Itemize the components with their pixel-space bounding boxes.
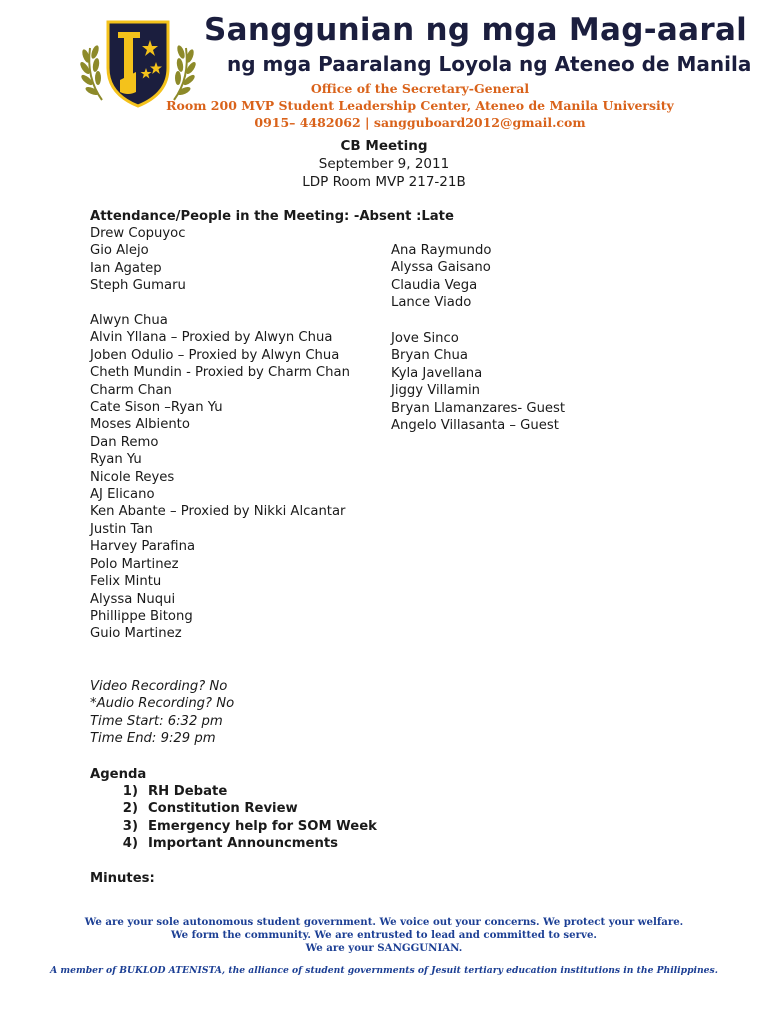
late-attendee: Angelo Villasanta – Guest bbox=[391, 418, 559, 434]
absent-attendee: Ana Raymundo bbox=[391, 243, 492, 258]
attendee: Charm Chan bbox=[90, 382, 172, 398]
agenda-item-text: Emergency help for SOM Week bbox=[148, 818, 377, 834]
attendance-left-group2 bbox=[90, 312, 350, 643]
attendee: Ian Agatep bbox=[90, 260, 162, 276]
attendee: Cheth Mundin - Proxied by Charm Chan bbox=[90, 365, 350, 381]
attendee: Felix Mintu bbox=[90, 574, 162, 590]
attendance-right-group2 bbox=[391, 330, 565, 434]
agenda-list bbox=[112, 783, 377, 853]
office-title: Office of the Secretary-General bbox=[310, 81, 530, 96]
attendee: Moses Albiento bbox=[90, 417, 190, 433]
agenda-item bbox=[112, 818, 377, 835]
attendee: Joben Odulio – Proxied by Alwyn Chua bbox=[90, 347, 340, 363]
attendee: Guio Martinez bbox=[90, 626, 182, 642]
meeting-venue: LDP Room MVP 217-21B bbox=[302, 174, 466, 190]
attendee: Polo Martinez bbox=[90, 556, 179, 572]
org-name-line2: ng mga Paaralang Loyola ng Ateneo de Manila bbox=[227, 52, 752, 76]
footer-motto-line3: We are your SANGGUNIAN. bbox=[305, 942, 463, 954]
agenda-item bbox=[112, 835, 377, 852]
late-attendee: Bryan Chua bbox=[391, 348, 468, 364]
agenda-item-number: 1) bbox=[122, 784, 138, 799]
office-contact: 0915– 4482062 | sangguboard2012@gmail.com bbox=[254, 115, 586, 130]
time-start: Time Start: 6:32 pm bbox=[90, 713, 223, 729]
footer-motto-line1: We are your sole autonomous student government. We voice out your concerns. We protect your welfare. bbox=[84, 916, 684, 928]
attendee: Steph Gumaru bbox=[90, 278, 186, 294]
agenda-item-number: 3) bbox=[122, 818, 138, 834]
meeting-date: September 9, 2011 bbox=[318, 156, 450, 172]
audio-recording: *Audio Recording? No bbox=[90, 696, 235, 712]
absent-attendee: Alyssa Gaisano bbox=[391, 260, 491, 276]
agenda-item bbox=[112, 783, 377, 800]
attendee: Ken Abante – Proxied by Nikki Alcantar bbox=[90, 504, 346, 520]
attendee: Alvin Yllana – Proxied by Alwyn Chua bbox=[90, 330, 333, 346]
agenda-item bbox=[112, 800, 377, 817]
footer-membership: A member of BUKLOD ATENISTA, the alliance of student governments of Jesuit tertiary education institutions in the Philippines. bbox=[50, 965, 718, 976]
attendee: Nicole Reyes bbox=[90, 469, 175, 485]
laurel-left-icon bbox=[80, 44, 102, 100]
footer-motto-line2: We form the community. We are entrusted to lead and committed to serve. bbox=[171, 929, 597, 941]
video-recording: Video Recording? No bbox=[90, 679, 228, 694]
agenda-item-text: RH Debate bbox=[148, 784, 228, 799]
agenda-item-number: 2) bbox=[122, 801, 138, 817]
attendance-left-group1 bbox=[90, 225, 186, 295]
agenda-item-text: Important Announcments bbox=[148, 836, 339, 852]
agenda-item-text: Constitution Review bbox=[148, 801, 298, 817]
late-attendee: Kyla Javellana bbox=[391, 365, 483, 381]
attendee: Drew Copuyoc bbox=[90, 226, 186, 241]
meeting-title: CB Meeting bbox=[340, 138, 428, 154]
attendee: Cate Sison –Ryan Yu bbox=[90, 400, 223, 416]
attendee: AJ Elicano bbox=[90, 487, 155, 503]
attendee: Gio Alejo bbox=[90, 243, 149, 259]
late-attendee: Jove Sinco bbox=[391, 331, 459, 346]
attendee: Harvey Parafina bbox=[90, 539, 196, 555]
attendee: Alwyn Chua bbox=[90, 313, 168, 328]
attendee: Dan Remo bbox=[90, 434, 159, 450]
minutes-heading: Minutes: bbox=[90, 871, 155, 886]
agenda-item-number: 4) bbox=[122, 836, 138, 852]
attendee: Justin Tan bbox=[90, 521, 153, 537]
absent-attendee: Claudia Vega bbox=[391, 277, 478, 293]
attendance-right-group1 bbox=[391, 242, 491, 312]
attendee: Phillippe Bitong bbox=[90, 608, 193, 624]
attendance-heading: Attendance/People in the Meeting: -Absent :Late bbox=[90, 209, 454, 224]
attendee: Ryan Yu bbox=[90, 452, 142, 468]
recording-info bbox=[90, 678, 234, 748]
office-address: Room 200 MVP Student Leadership Center, Ateneo de Manila University bbox=[166, 98, 674, 113]
attendee: Alyssa Nuqui bbox=[90, 591, 176, 607]
late-attendee: Jiggy Villamin bbox=[391, 383, 480, 399]
late-attendee: Bryan Llamanzares- Guest bbox=[391, 400, 566, 416]
absent-attendee: Lance Viado bbox=[391, 295, 472, 311]
agenda-heading: Agenda bbox=[90, 767, 147, 782]
time-end: Time End: 9:29 pm bbox=[90, 731, 216, 747]
org-name-line1: Sanggunian ng mga Mag-aaral bbox=[204, 12, 748, 48]
